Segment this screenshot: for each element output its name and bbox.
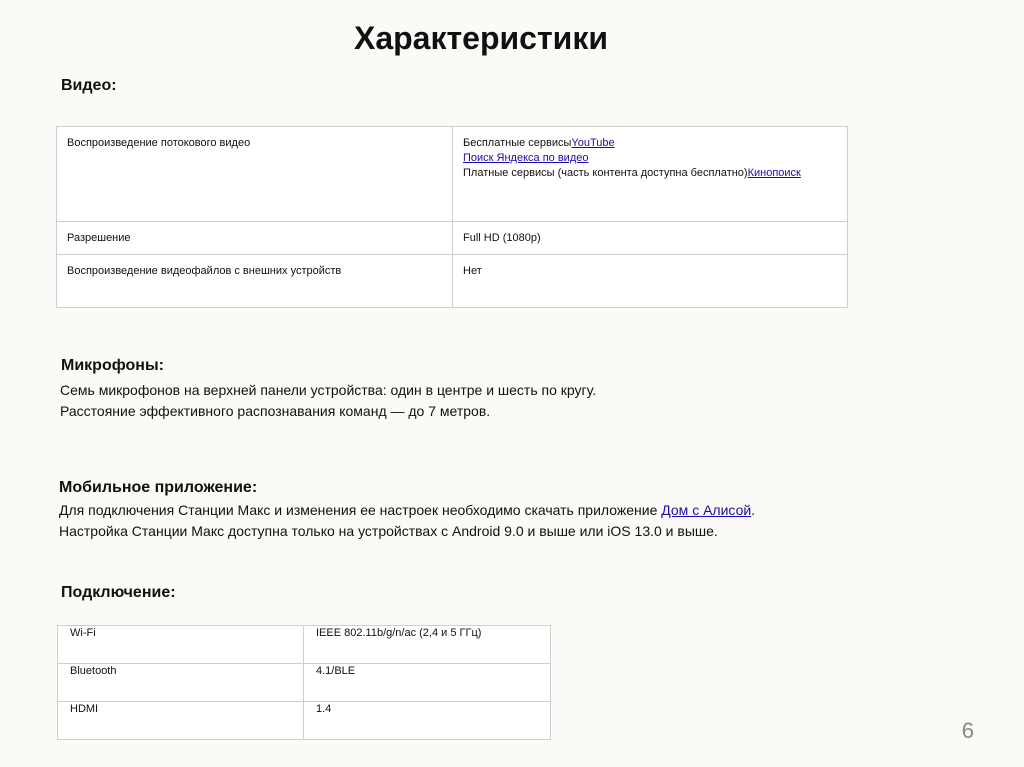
microphones-line-2: Расстояние эффективного распознавания команд — до 7 метров. [60,403,491,419]
table-cell [453,222,848,255]
hdmi-value: 1.4 [316,703,332,715]
table-cell [304,702,551,740]
streaming-label: Воспроизведение потокового видео [67,137,251,149]
youtube-link[interactable]: YouTube [571,137,615,149]
table-cell [58,702,304,740]
microphones-heading: Микрофоны: [61,357,164,374]
table-row [58,702,551,740]
streaming-services [453,127,847,187]
table-row [58,626,551,664]
bluetooth-value: 4.1/BLE [316,665,356,677]
connection-heading: Подключение: [61,584,176,601]
mobile-app-line-1-text: Для подключения Станции Макс и изменения ее настроек необходимо скачать приложение [59,502,662,518]
table-row [57,222,848,255]
kinopoisk-link[interactable]: Кинопоиск [747,167,801,179]
bluetooth-label: Bluetooth [70,665,117,677]
table-row [57,255,848,308]
resolution-label: Разрешение [67,232,131,244]
mobile-app-line-2: Настройка Станции Макс доступна только на устройствах с Android 9.0 и выше или iOS 13.0 и выше. [59,523,718,539]
table-row [58,664,551,702]
hdmi-label: HDMI [70,703,99,715]
mobile-app-heading: Мобильное приложение: [59,479,258,496]
mobile-app-text [59,500,755,542]
external-playback-label: Воспроизведение видеофайлов с внешних устройств [67,265,342,277]
wifi-label: Wi-Fi [70,627,96,639]
yandex-video-search-link[interactable]: Поиск Яндекса по видео [463,152,589,164]
connection-spec-table [57,625,551,740]
mobile-app-line-1 [59,500,755,521]
resolution-value: Full HD (1080p) [463,232,541,244]
table-cell [57,255,453,308]
video-spec-table [56,126,848,308]
mobile-app-line-1-end: . [751,502,756,518]
wifi-value: IEEE 802.11b/g/n/ac (2,4 и 5 ГГц) [316,627,482,639]
video-heading: Видео: [61,77,117,94]
table-cell [57,127,453,222]
paid-services-label: Платные сервисы (часть контента доступна бесплатно) [463,167,748,179]
page-number: 6 [961,718,974,743]
dom-s-alisoy-link[interactable]: Дом с Алисой [661,502,752,518]
table-cell [453,255,848,308]
table-cell [58,664,304,702]
microphones-text [60,380,596,422]
free-services-label: Бесплатные сервисы [463,137,572,149]
table-cell [57,222,453,255]
slide-title: Характеристики [353,20,608,56]
table-cell [304,626,551,664]
microphones-line-1: Семь микрофонов на верхней панели устройства: один в центре и шесть по кругу. [60,382,597,398]
table-cell [58,626,304,664]
table-cell [304,664,551,702]
table-row [57,127,848,222]
table-cell [453,127,848,222]
external-playback-value: Нет [463,265,482,277]
